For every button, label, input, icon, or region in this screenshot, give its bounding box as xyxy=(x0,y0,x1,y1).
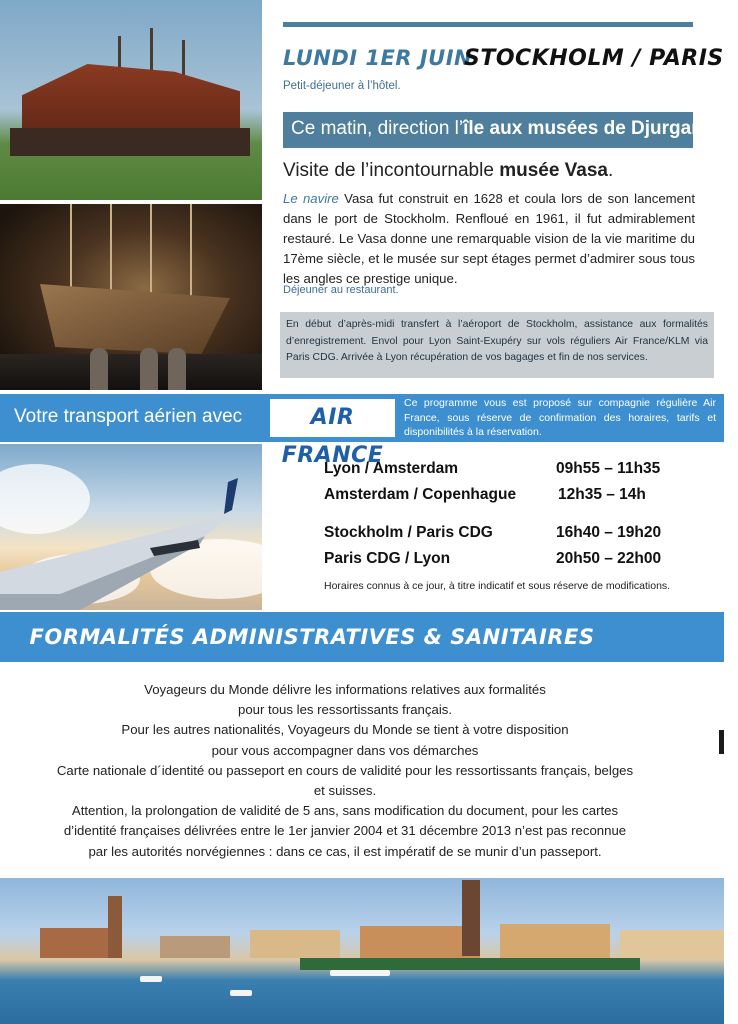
visit-suffix: . xyxy=(608,160,614,181)
vasa-lead: Le navire xyxy=(283,191,339,206)
schedule-note: Horaires connus à ce jour, à titre indicatif et sous réserve de modifications. xyxy=(324,580,671,592)
flight-row xyxy=(324,460,661,478)
flight-times: 20h50 – 22h00 xyxy=(556,550,662,567)
vasa-museum-photo xyxy=(0,0,262,200)
flight-times: 12h35 – 14h xyxy=(558,486,646,503)
morning-banner-prefix: Ce matin, direction l’ xyxy=(291,118,464,139)
transport-note: Ce programme vous est proposé sur compagnie régulière Air France, sous réserve de confirmation des horaires, tarifs et disponibilités à la réservation. xyxy=(404,397,716,438)
visit-heading xyxy=(283,160,613,182)
flight-row xyxy=(324,550,662,568)
vasa-description xyxy=(283,189,695,289)
day-title: LUNDI 1ER JUIN xyxy=(283,46,473,70)
lunch-note: Déjeuner au restaurant. xyxy=(283,284,399,296)
flight-times: 16h40 – 19h20 xyxy=(556,524,662,541)
morning-banner-suffix: . xyxy=(732,118,738,139)
wing-icon xyxy=(0,444,262,610)
formalities-title: FORMALITÉS ADMINISTRATIVES & SANITAIRES xyxy=(29,625,595,649)
formalities-text xyxy=(20,680,670,862)
stockholm-panorama-photo xyxy=(0,878,724,1024)
flight-row xyxy=(324,524,662,542)
transport-bar xyxy=(0,394,724,468)
page-edge-mark xyxy=(719,730,724,754)
formalities-line: Carte nationale d´identité ou passeport en cours de validité pour les ressortissants français, belges xyxy=(56,762,634,778)
morning-banner-bold: île aux musées de Djurgarden xyxy=(463,118,733,139)
transport-label: Votre transport aérien avec xyxy=(14,406,243,427)
air-france-logo: AIR FRANCE xyxy=(270,399,395,437)
flight-route: Stockholm / Paris CDG xyxy=(324,524,493,541)
formalities-line: Pour les autres nationalités, Voyageurs du Monde se tient à votre disposition xyxy=(121,722,569,738)
formalities-line: pour vous accompagner dans vos démarches xyxy=(211,742,479,758)
route-title: STOCKHOLM / PARIS xyxy=(464,46,724,71)
top-rule xyxy=(283,22,693,27)
breakfast-note: Petit-déjeuner à l’hôtel. xyxy=(283,80,401,92)
flight-times: 09h55 – 11h35 xyxy=(556,460,661,477)
afternoon-text: En début d’après-midi transfert à l’aéroport de Stockholm, assistance aux formalités d’enregistrement. Envol pour Lyon Saint-Exupéry sur vols réguliers Air France/KLM via Paris CDG. Arrivée à Lyon récupération de vos bagages et fin de nos services. xyxy=(286,319,708,363)
formalities-line: d’identité françaises délivrées entre le 1er janvier 2004 et 31 décembre 2013 n’est pas reconnue xyxy=(63,823,627,839)
vasa-ship-photo xyxy=(0,204,262,390)
formalities-line: Attention, la prolongation de validité de 5 ans, sans modification du document, pour les cartes xyxy=(71,803,619,819)
flight-route: Amsterdam / Copenhague xyxy=(324,486,517,503)
airplane-wing-photo xyxy=(0,444,262,610)
flight-row xyxy=(324,486,646,504)
vasa-paragraph: Vasa fut construit en 1628 et coula lors de son lancement dans le port de Stockholm. Renfloué en 1961, il fut admirablement restauré. Le Vasa donne une remarquable vision de la vie maritime du 17ème siècle, et le musée sur sept étages permet d’admirer sous tous les angles ce prestige unique. xyxy=(283,191,695,286)
flight-route: Paris CDG / Lyon xyxy=(324,550,451,567)
flight-route: Lyon / Amsterdam xyxy=(324,460,459,477)
afternoon-box xyxy=(280,312,714,378)
formalities-line: par les autorités norvégiennes : dans ce cas, il est impératif de se munir d’un passeport. xyxy=(88,843,602,859)
formalities-line: pour tous les ressortissants français. xyxy=(237,702,453,718)
visit-bold: musée Vasa xyxy=(499,160,608,181)
formalities-line: et suisses. xyxy=(313,783,377,799)
formalities-line: Voyageurs du Monde délivre les informations relatives aux formalités xyxy=(144,682,546,697)
formalities-bar xyxy=(0,612,724,662)
visit-prefix: Visite de l’incontournable xyxy=(283,160,500,181)
morning-banner xyxy=(283,112,738,148)
